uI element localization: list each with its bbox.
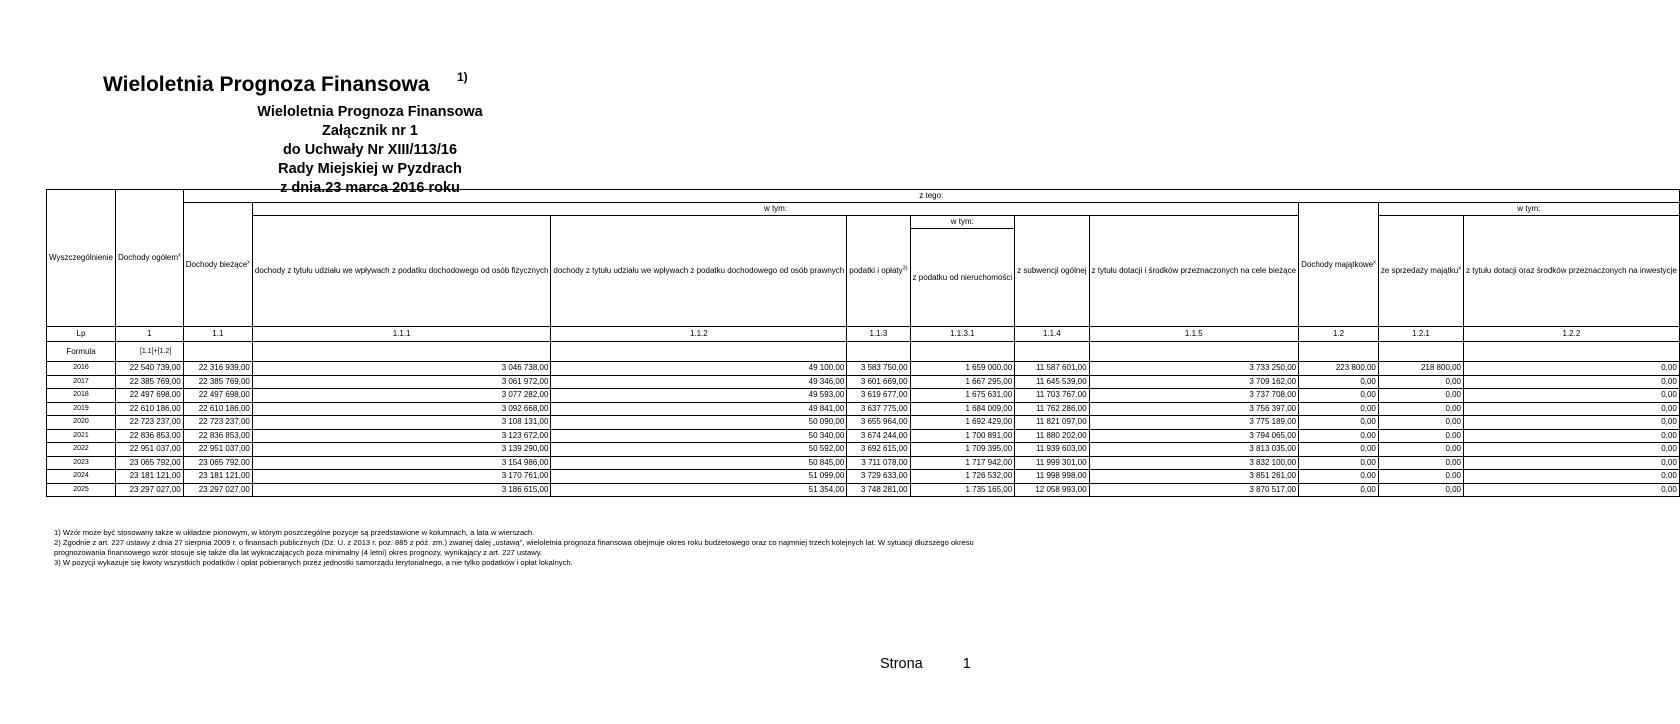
- table-cell: 22 836 853,00: [115, 429, 183, 443]
- table-cell: 0,00: [1378, 416, 1463, 430]
- table-cell: 0,00: [1299, 456, 1379, 470]
- table-cell: 22 723 237,00: [183, 416, 252, 430]
- table-cell: 22 610 186,00: [183, 402, 252, 416]
- lp-code: 1.1.4: [1015, 327, 1089, 342]
- table-cell: 3 733 250,00: [1089, 362, 1299, 376]
- table-cell: 11 821 097,00: [1015, 416, 1089, 430]
- table-cell: 0,00: [1299, 483, 1379, 497]
- table-cell: 0,00: [1464, 456, 1680, 470]
- row-year: 2022: [47, 443, 116, 457]
- table-cell: 1 692 429,00: [910, 416, 1015, 430]
- table-cell: 3 870 517,00: [1089, 483, 1299, 497]
- col-header-nieruchomosci: z podatku od nieruchomości: [910, 229, 1015, 327]
- table-cell: 3 794 065,00: [1089, 429, 1299, 443]
- table-row: [47, 470, 1680, 484]
- footnote: 1) Wzór może być stosowany także w układzie pionowym, w którym poszczególne pozycje są przedstawione w kolumnach, a lata w wierszach.: [54, 528, 535, 537]
- table-cell: 0,00: [1299, 416, 1379, 430]
- subtitle-line: Wieloletnia Prognoza Finansowa: [257, 104, 483, 120]
- table-cell: 0,00: [1299, 375, 1379, 389]
- table-cell: 23 181 121,00: [115, 470, 183, 484]
- table-row: [47, 456, 1680, 470]
- table-cell: 23 297 027,00: [183, 483, 252, 497]
- row-year: 2023: [47, 456, 116, 470]
- table-cell: 1 735 165,00: [910, 483, 1015, 497]
- table-cell: 3 775 189,00: [1089, 416, 1299, 430]
- formula-cell: [910, 342, 1015, 362]
- table-cell: 3 619 677,00: [847, 389, 910, 403]
- formula-cell: [1378, 342, 1463, 362]
- table-cell: 3 737 708,00: [1089, 389, 1299, 403]
- table-cell: 22 316 939,00: [183, 362, 252, 376]
- table-cell: 22 385 769,00: [183, 375, 252, 389]
- table-cell: 3 709 162,00: [1089, 375, 1299, 389]
- lp-code: 1.2.1: [1378, 327, 1463, 342]
- table-cell: 51 354,00: [551, 483, 847, 497]
- table-cell: 0,00: [1464, 470, 1680, 484]
- col-header-cit: dochody z tytułu udziału we wpływach z podatku dochodowego od osób prawnych: [551, 216, 847, 327]
- title-footnote-ref: 1): [457, 70, 468, 84]
- lp-code: 1: [115, 327, 183, 342]
- table-cell: 51 099,00: [551, 470, 847, 484]
- group-header-z-tego: z tego:: [183, 190, 1679, 203]
- page-indicator: [880, 656, 971, 672]
- col-header-sprzedaz: ze sprzedaży majątku$^x$: [1378, 216, 1463, 327]
- page-label: Strona: [880, 656, 923, 672]
- table-cell: 0,00: [1464, 483, 1680, 497]
- table-cell: 50 592,00: [551, 443, 847, 457]
- table-cell: 3 655 964,00: [847, 416, 910, 430]
- lp-row: [47, 327, 1680, 342]
- table-cell: 0,00: [1299, 470, 1379, 484]
- lp-code: 1.1.3.1: [910, 327, 1015, 342]
- col-header-wyszczegolnienie: Wyszczególnienie: [47, 190, 116, 327]
- col-header-dotacji-biezace: z tytułu dotacji i środków przeznaczonych na cele bieżące: [1089, 216, 1299, 327]
- table-cell: 0,00: [1464, 389, 1680, 403]
- table-cell: 22 951 037,00: [183, 443, 252, 457]
- table-cell: 0,00: [1464, 429, 1680, 443]
- table-cell: 0,00: [1378, 443, 1463, 457]
- table-row: [47, 416, 1680, 430]
- table-cell: 3 092 668,00: [252, 402, 551, 416]
- forecast-table: [46, 189, 1680, 497]
- table-cell: 11 998 998,00: [1015, 470, 1089, 484]
- table-cell: 11 645 539,00: [1015, 375, 1089, 389]
- col-header-pit: dochody z tytułu udziału we wpływach z podatku dochodowego od osób fizycznych: [252, 216, 551, 327]
- formula-value: [1.1]+[1.2]: [115, 342, 183, 362]
- lp-code: 1.2.2: [1464, 327, 1680, 342]
- table-cell: 0,00: [1378, 402, 1463, 416]
- table-cell: 3 711 078,00: [847, 456, 910, 470]
- formula-row: [47, 342, 1680, 362]
- formula-cell: [1464, 342, 1680, 362]
- footnotes: [54, 528, 984, 568]
- table-cell: 0,00: [1299, 429, 1379, 443]
- col-header-dotacji-inwestycje: z tytułu dotacji oraz środków przeznaczonych na inwestycje: [1464, 216, 1680, 327]
- table-cell: 22 836 853,00: [183, 429, 252, 443]
- table-cell: 0,00: [1378, 375, 1463, 389]
- table-cell: 50 845,00: [551, 456, 847, 470]
- table-cell: 0,00: [1299, 402, 1379, 416]
- formula-cell: [1089, 342, 1299, 362]
- table-cell: 0,00: [1464, 375, 1680, 389]
- table-cell: 1 675 631,00: [910, 389, 1015, 403]
- subtitle-line: Załącznik nr 1: [322, 123, 418, 139]
- lp-code: 1.1.2: [551, 327, 847, 342]
- col-header-dochody-majatkowe: Dochody majątkowe$^x$: [1299, 203, 1379, 327]
- table-cell: 0,00: [1378, 429, 1463, 443]
- table-cell: 3 756 397,00: [1089, 402, 1299, 416]
- table-row: [47, 375, 1680, 389]
- table-cell: 3 832 100,00: [1089, 456, 1299, 470]
- table-cell: 22 723 237,00: [115, 416, 183, 430]
- row-year: 2019: [47, 402, 116, 416]
- formula-label: Formula: [47, 342, 116, 362]
- table-cell: 23 297 027,00: [115, 483, 183, 497]
- table-cell: 3 046 738,00: [252, 362, 551, 376]
- table-cell: 3 154 986,00: [252, 456, 551, 470]
- table-cell: 3 061 972,00: [252, 375, 551, 389]
- formula-cell: [1299, 342, 1379, 362]
- table-cell: 11 703 767,00: [1015, 389, 1089, 403]
- table-cell: 3 123 672,00: [252, 429, 551, 443]
- col-header-dochody-biezace: Dochody bieżące$^x$: [183, 203, 252, 327]
- row-year: 2024: [47, 470, 116, 484]
- col-header-subwencji: z subwencji ogólnej: [1015, 216, 1089, 327]
- lp-code: 1.1.1: [252, 327, 551, 342]
- table-cell: 1 726 532,00: [910, 470, 1015, 484]
- table-cell: 22 497 698,00: [115, 389, 183, 403]
- group-header-w-tym-majatkowe: w tym:: [1378, 203, 1679, 216]
- footnote: 2) Zgodnie z art. 227 ustawy z dnia 27 sierpnia 2009 r. o finansach publicznych (Dz. U. z 2013 r. poz. 885 z póź. zm.) zwanej dalej „ustawą”, wieloletnia prognoza finansowa obejmuje okres roku budżetowego oraz co najmniej trzech kolejnych lat. W sytuacji dłuższego okresu prognozowania finansowego wzór stosuje się także dla lat wykraczających poza minimalny (4 letni) okres prognozy, wynikający z art. 227 ustawy.: [54, 538, 974, 557]
- table-cell: 3 637 775,00: [847, 402, 910, 416]
- lp-code: 1.1.5: [1089, 327, 1299, 342]
- formula-cell: [847, 342, 910, 362]
- col-header-dochody-ogolem: Dochody ogółem$^x$: [115, 190, 183, 327]
- table-cell: 1 709 395,00: [910, 443, 1015, 457]
- row-year: 2020: [47, 416, 116, 430]
- table-cell: 0,00: [1464, 362, 1680, 376]
- formula-cell: [551, 342, 847, 362]
- row-year: 2016: [47, 362, 116, 376]
- subtitle-line: do Uchwały Nr XIII/113/16: [282, 142, 458, 158]
- subtitle-line: Rady Miejskiej w Pyzdrach: [278, 161, 462, 177]
- table-cell: 50 090,00: [551, 416, 847, 430]
- table-cell: 0,00: [1378, 389, 1463, 403]
- footnote: 3) W pozycji wykazuje się kwoty wszystkich podatków i opłat pobieranych przez jednostki samorządu terytorialnego, a nie tylko podatków i opłat lokalnych.: [54, 558, 573, 567]
- table-cell: 3 601 669,00: [847, 375, 910, 389]
- table-row: [47, 429, 1680, 443]
- table-cell: 49 593,00: [551, 389, 847, 403]
- page-number: 1: [962, 656, 971, 672]
- lp-code: 1.1: [183, 327, 252, 342]
- col-header-podatki: podatki i opłaty$^{3)}$: [847, 216, 910, 327]
- table-cell: 1 684 009,00: [910, 402, 1015, 416]
- subtitle-line: z dnia.23 marca 2016 roku: [280, 180, 460, 196]
- table-cell: 0,00: [1378, 483, 1463, 497]
- table-cell: 1 717 942,00: [910, 456, 1015, 470]
- table-body: [47, 362, 1680, 497]
- table-row: [47, 389, 1680, 403]
- attachment-header: [210, 103, 530, 198]
- lp-code: 1.2: [1299, 327, 1379, 342]
- table-cell: 3 729 633,00: [847, 470, 910, 484]
- lp-code: 1.1.3: [847, 327, 910, 342]
- table-row: [47, 402, 1680, 416]
- table-cell: 11 762 286,00: [1015, 402, 1089, 416]
- table-cell: 218 800,00: [1378, 362, 1463, 376]
- formula-cell: [252, 342, 551, 362]
- table-cell: 0,00: [1299, 443, 1379, 457]
- table-cell: 49 841,00: [551, 402, 847, 416]
- formula-cell: [1015, 342, 1089, 362]
- document-title: Wieloletnia Prognoza Finansowa: [103, 73, 430, 96]
- table-row: [47, 483, 1680, 497]
- table-cell: 0,00: [1464, 443, 1680, 457]
- table-cell: 3 674 244,00: [847, 429, 910, 443]
- table-cell: 11 587 601,00: [1015, 362, 1089, 376]
- table-cell: 22 385 769,00: [115, 375, 183, 389]
- table-cell: 12 058 993,00: [1015, 483, 1089, 497]
- group-header-w-tym-podatki: w tym:: [910, 216, 1015, 229]
- table-cell: 1 659 000,00: [910, 362, 1015, 376]
- row-year: 2017: [47, 375, 116, 389]
- table-cell: 23 181 121,00: [183, 470, 252, 484]
- table-cell: 22 951 037,00: [115, 443, 183, 457]
- table-cell: 3 813 035,00: [1089, 443, 1299, 457]
- table-cell: 11 939 603,00: [1015, 443, 1089, 457]
- table-cell: 49 346,00: [551, 375, 847, 389]
- table-cell: 11 880 202,00: [1015, 429, 1089, 443]
- formula-cell: [183, 342, 252, 362]
- table-cell: 0,00: [1299, 389, 1379, 403]
- row-year: 2021: [47, 429, 116, 443]
- table-cell: 3 186 615,00: [252, 483, 551, 497]
- table-cell: 0,00: [1378, 456, 1463, 470]
- table-cell: 22 540 739,00: [115, 362, 183, 376]
- table-cell: 0,00: [1378, 470, 1463, 484]
- table-cell: 3 748 281,00: [847, 483, 910, 497]
- table-cell: 0,00: [1464, 402, 1680, 416]
- table-cell: 11 999 301,00: [1015, 456, 1089, 470]
- table-cell: 3 692 615,00: [847, 443, 910, 457]
- table-cell: 3 583 750,00: [847, 362, 910, 376]
- row-year: 2025: [47, 483, 116, 497]
- row-year: 2018: [47, 389, 116, 403]
- table-cell: 3 170 761,00: [252, 470, 551, 484]
- table-cell: 1 667 295,00: [910, 375, 1015, 389]
- table-cell: 49 100,00: [551, 362, 847, 376]
- table-cell: 50 340,00: [551, 429, 847, 443]
- table-cell: 22 610 186,00: [115, 402, 183, 416]
- table-cell: 22 497 698,00: [183, 389, 252, 403]
- table-cell: 3 139 290,00: [252, 443, 551, 457]
- table-cell: 23 065 792,00: [115, 456, 183, 470]
- table-row: [47, 443, 1680, 457]
- table-cell: 1 700 891,00: [910, 429, 1015, 443]
- table-cell: 223 800,00: [1299, 362, 1379, 376]
- table-cell: 3 077 282,00: [252, 389, 551, 403]
- table-cell: 0,00: [1464, 416, 1680, 430]
- table-cell: 3 108 131,00: [252, 416, 551, 430]
- table-cell: 23 065 792,00: [183, 456, 252, 470]
- lp-label: Lp: [47, 327, 116, 342]
- group-header-w-tym-biezace: w tym:: [252, 203, 1298, 216]
- table-cell: 3 851 261,00: [1089, 470, 1299, 484]
- table-row: [47, 362, 1680, 376]
